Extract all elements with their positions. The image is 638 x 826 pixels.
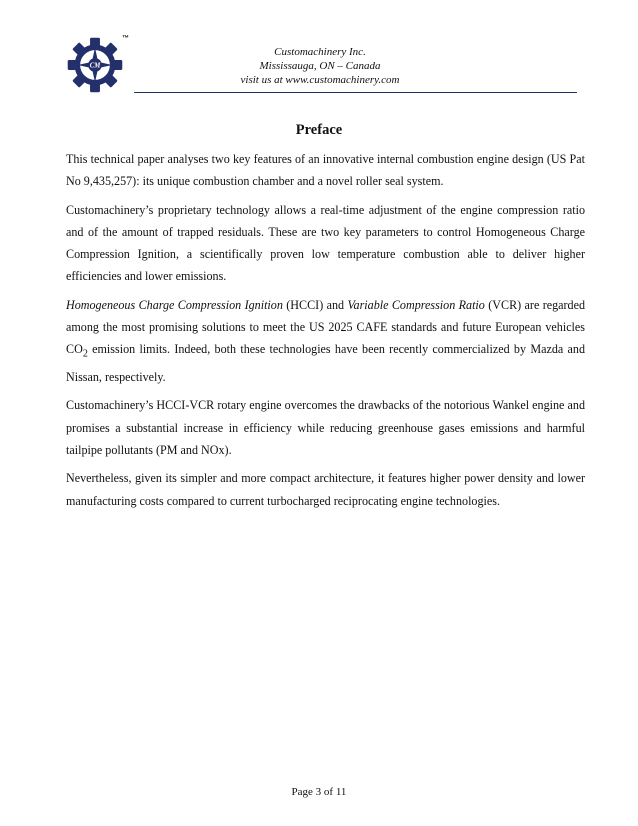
document-body xyxy=(66,148,585,518)
paragraph-conclusion: Nevertheless, given its simpler and more compact architecture, it features higher power density and lower manufacturing costs compared to current turbocharged reciprocating engine technologies. xyxy=(66,471,585,508)
header-rule xyxy=(134,92,577,93)
company-website: visit us at www.customachinery.com xyxy=(240,74,400,86)
paragraph-hcci-vcr xyxy=(66,294,585,389)
paragraph-rotary-engine: Customachinery’s HCCI-VCR rotary engine overcomes the drawbacks of the notorious Wankel engine and promises a substantial increase in efficiency while reducing greenhouse gases emissions and harmful tailpipe pollutants (PM and NOx). xyxy=(66,398,585,457)
paragraph-intro: This technical paper analyses two key features of an innovative internal combustion engine design (US Pat No 9,435,257): its unique combustion chamber and a novel roller seal system. xyxy=(66,152,585,189)
company-location: Mississauga, ON – Canada xyxy=(259,60,381,72)
trademark-symbol: ™ xyxy=(122,35,130,42)
co2-subscript: 2 xyxy=(82,348,88,360)
paragraph-technology: Customachinery’s proprietary technology allows a real-time adjustment of the engine compression ratio and of the amount of trapped residuals. These are two key parameters to control Homogeneous Charge Compression Ignition, a scientifically proven low temperature combustion able to deliver higher efficiencies and lower emissions. xyxy=(66,202,585,284)
page-title: Preface xyxy=(295,122,343,138)
p3-text-3: emission limits. Indeed, both these technologies have been recently commercialized by Mazda and Nissan, respectively. xyxy=(66,342,585,385)
term-hcci: Homogeneous Charge Compression Ignition xyxy=(66,297,283,312)
p3-text-2: (VCR) are regarded among the most promising solutions to meet the US 2025 CAFE standards and future European vehicles CO xyxy=(66,297,586,357)
logo-mark-text: CM xyxy=(89,62,101,70)
customachinery-logo xyxy=(64,34,126,96)
letterhead xyxy=(130,45,510,87)
page-number: Page 3 of 11 xyxy=(291,786,347,798)
p3-text-1: (HCCI) and xyxy=(282,297,348,312)
term-vcr: Variable Compression Ratio xyxy=(347,297,485,312)
company-name: Customachinery Inc. xyxy=(274,46,366,58)
